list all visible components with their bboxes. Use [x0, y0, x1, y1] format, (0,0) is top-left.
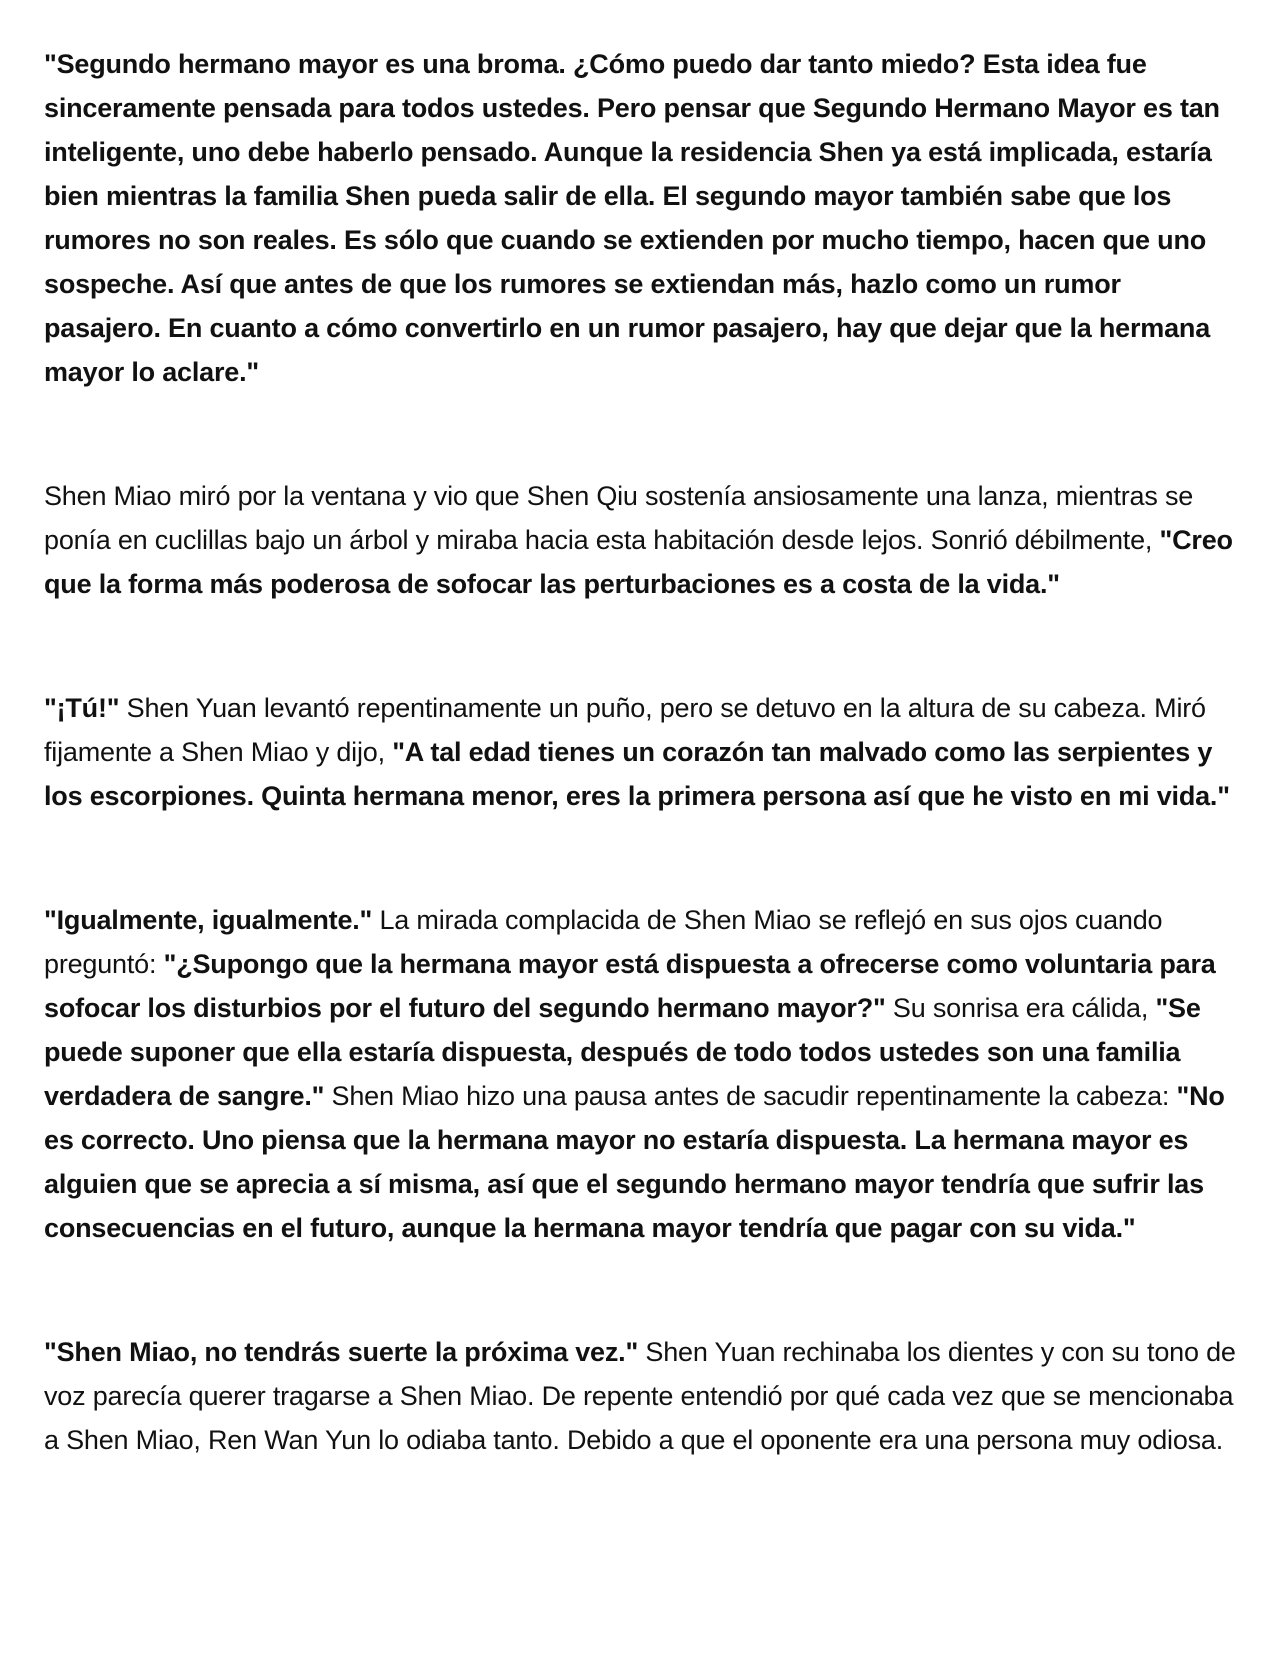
- paragraph-4: [44, 898, 1244, 1250]
- dialogue-text: "Shen Miao, no tendrás suerte la próxima vez.": [44, 1337, 639, 1367]
- dialogue-text: "¡Tú!": [44, 693, 120, 723]
- dialogue-text: "Creo que la forma más poderosa de sofocar las perturbaciones es a costa de la vida.": [44, 525, 1233, 599]
- dialogue-text: "Segundo hermano mayor es una broma. ¿Cómo puedo dar tanto miedo? Esta idea fue sinceramente pensada para todos ustedes. Pero pensar que Segundo Hermano Mayor es tan inteligente, uno debe haberlo pensado. Aunque la residencia Shen ya está implicada, estaría bien mientras la familia Shen pueda salir de ella. El segundo mayor también sabe que los rumores no son reales. Es sólo que cuando se extienden por mucho tiempo, hacen que uno sospeche. Así que antes de que los rumores se extiendan más, hazlo como un rumor pasajero. En cuanto a cómo convertirlo en un rumor pasajero, hay que dejar que la hermana mayor lo aclare.": [44, 49, 1220, 387]
- dialogue-text: "A tal edad tienes un corazón tan malvado como las serpientes y los escorpiones. Quinta hermana menor, eres la primera persona así que he visto en mi vida.": [44, 737, 1230, 811]
- narration-text: La mirada complacida de Shen Miao se reflejó en sus ojos cuando preguntó:: [44, 905, 1163, 979]
- narration-text: Shen Miao hizo una pausa antes de sacudir repentinamente la cabeza:: [324, 1081, 1177, 1111]
- paragraph-2: [44, 474, 1244, 606]
- dialogue-text: "No es correcto. Uno piensa que la hermana mayor no estaría dispuesta. La hermana mayor es alguien que se aprecia a sí misma, así que el segundo hermano mayor tendría que sufrir las consecuencias en el futuro, aunque la hermana mayor tendría que pagar con su vida.": [44, 1081, 1225, 1243]
- narration-text: Shen Miao miró por la ventana y vio que Shen Qiu sostenía ansiosamente una lanza, mientras se ponía en cuclillas bajo un árbol y miraba hacia esta habitación desde lejos. Sonrió débilmente,: [44, 481, 1194, 555]
- document-page: [44, 42, 1244, 1462]
- narration-text: Su sonrisa era cálida,: [885, 993, 1156, 1023]
- dialogue-text: "¿Supongo que la hermana mayor está dispuesta a ofrecerse como voluntaria para sofocar los disturbios por el futuro del segundo hermano mayor?": [44, 949, 1216, 1023]
- paragraph-5: [44, 1330, 1244, 1462]
- paragraph-3: [44, 686, 1244, 818]
- dialogue-text: "Igualmente, igualmente.": [44, 905, 373, 935]
- narration-text: Shen Yuan rechinaba los dientes y con su tono de voz parecía querer tragarse a Shen Miao. De repente entendió por qué cada vez que se mencionaba a Shen Miao, Ren Wan Yun lo odiaba tanto. Debido a que el oponente era una persona muy odiosa.: [44, 1337, 1236, 1455]
- paragraph-1: [44, 42, 1244, 394]
- narration-text: Shen Yuan levantó repentinamente un puño, pero se detuvo en la altura de su cabeza. Miró fijamente a Shen Miao y dijo,: [44, 693, 1206, 767]
- dialogue-text: "Se puede suponer que ella estaría dispuesta, después de todo todos ustedes son una familia verdadera de sangre.": [44, 993, 1201, 1111]
